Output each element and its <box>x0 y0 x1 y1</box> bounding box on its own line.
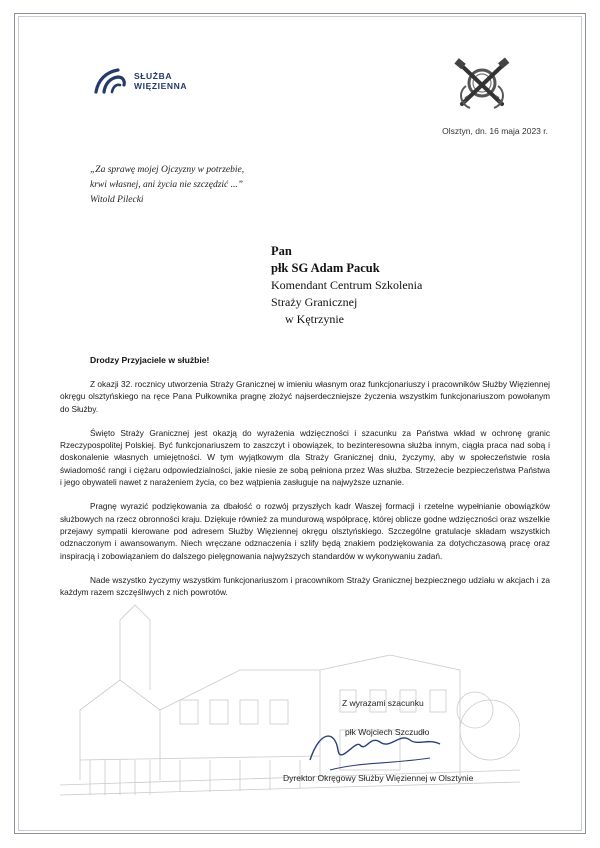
signer-name: płk Wojciech Szczudło <box>345 727 430 737</box>
quote-author: Witold Pilecki <box>90 195 144 205</box>
addressee-block <box>271 243 422 328</box>
addressee-city: w Kętrzynie <box>285 312 344 326</box>
signer-title: Dyrektor Okręgowy Służby Więziennej w Olsztynie <box>283 773 474 783</box>
crossed-keys-emblem-icon <box>448 56 516 114</box>
greeting: Drodzy Przyjaciele w służbie! <box>90 355 210 365</box>
sluzba-wiezienna-logo <box>92 66 187 96</box>
paragraph-2: Święto Straży Granicznej jest okazją do wyrażenia wdzięczności i szacunku za Państwa wkład w ochronę granic Rzeczypospolitej Polskiej. Być funkcjonariuszem to zaszczyt i obowiązek, to bezinteresowna służba innym, ciągła praca nad sobą i doskonalenie własnych umiejętności. W tym wyjątkowym dla Straży Granicznej dniu, życzymy, aby w społeczeństwie rosła świadomość rangi i ciężaru odpowiedzialności, jakie niesie ze sobą pełniona przez Was służba. Strzeżecie bezpieczeństwa Państwa i jego obywateli nawet z narażeniem życia, co bez wątpienia zasługuje na najwyższe uznanie. <box>60 427 550 488</box>
paragraph-4: Nade wszystko życzymy wszystkim funkcjonariuszom i pracownikom Straży Granicznej bezpiecznego udziału w akcjach i za każdym razem szczęśliwych z nich powrotów. <box>60 574 550 598</box>
addressee-position: Komendant Centrum Szkolenia <box>271 278 423 292</box>
addressee-unit: Straży Granicznej <box>271 295 358 309</box>
paragraph-1: Z okazji 32. rocznicy utworzenia Straży Granicznej w imieniu własnym oraz funkcjonariuszy i pracowników Służby Więziennej okręgu olsztyńskiego na ręce Pana Pułkownika pragnę złożyć najserdeczniejsze życzenia wszystkim funkcjonariuszom powołanym do Służby. <box>60 379 550 414</box>
addressee-name: płk SG Adam Pacuk <box>271 261 380 275</box>
sw-logo-icon <box>92 66 130 96</box>
letter-body <box>60 378 550 610</box>
addressee-salutation: Pan <box>271 244 292 258</box>
closing-phrase: Z wyrazami szacunku <box>342 698 424 708</box>
logo-line-1: SŁUŻBA <box>134 71 173 81</box>
quote-line-2: krwi własnej, ani życia nie szczędzić ...” <box>90 180 244 190</box>
paragraph-3: Pragnę wyrazić podziękowania za dbałość o rozwój przyszłych kadr Waszej formacji i rzetelne wypełnianie obowiązków służbowych na rzecz obronności kraju. Dziękuje również za mundurową współpracę, której oblicze godne wdzięczności oraz wszelkie przejawy sympatii kierowane pod adresem Służby Więziennej okręgu olsztyńskiego. Szczególne gratulacje składam wszystkich odznaczonym i awansowanym. Niech wręczane odznaczenia i szlify będą znakiem podziękowania za dotychczasową pracę oraz inspiracją i zobowiązaniem do dalszego pielęgnowania najwyższych standardów w wykonywaniu zadań. <box>60 501 550 561</box>
logo-line-2: WIĘZIENNA <box>134 81 188 91</box>
quote-line-1: „Za sprawę mojej Ojczyzny w potrzebie, <box>90 165 245 175</box>
pilecki-quote <box>90 163 244 208</box>
letter-date: Olsztyn, dn. 16 maja 2023 r. <box>442 126 548 136</box>
